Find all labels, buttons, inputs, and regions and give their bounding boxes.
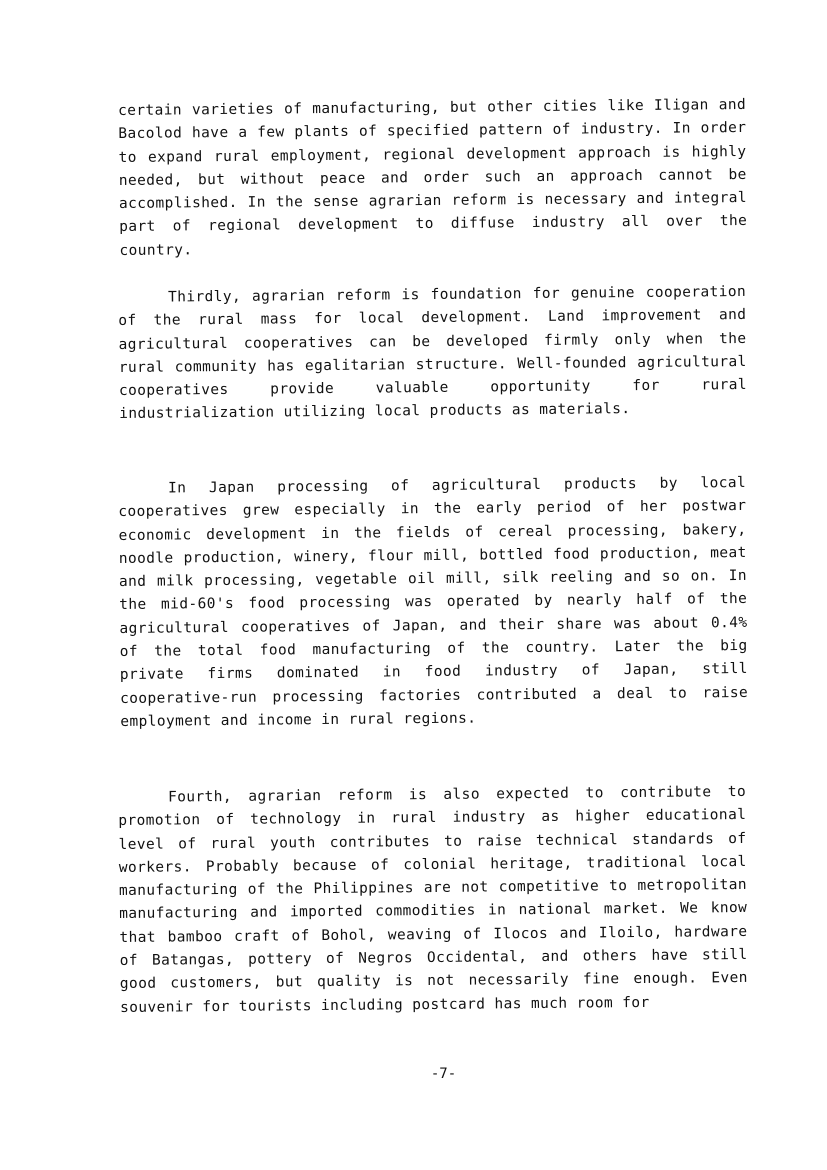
paragraph-text: In Japan processing of agricultural products by local cooperatives grew especially in the early period of her postwar economic development in the fields of cereal processing, bakery, noodle production, winery, flour mill, bottled food production, meat and milk processing, vegetable oil mill, silk reeling and so on. In the mid-60's food processing was operated by nearly half of the agricultural cooperatives of Japan, and their share was about 0.4% of the total food manufacturing of the country. Later the big private firms dominated in food industry of Japan, still cooperative-run processing factories contributed a deal to raise employment and income in rural regions.	[118, 474, 749, 730]
paragraph-thirdly	[118, 281, 747, 427]
paragraph-fourth	[118, 781, 748, 1020]
page-number: -7-	[430, 1066, 457, 1082]
paragraph-japan-processing	[118, 472, 748, 734]
paragraph-rural-employment	[118, 94, 748, 263]
paragraph-text: Thirdly, agrarian reform is foundation for genuine cooperation of the rural mass for local development. Land improvement and agricultural cooperatives can be developed firmly only when the rural community has egalitarian structure. Well-founded agricultural cooperatives provide valuable opportunity for rural industrialization utilizing local products as materials.	[118, 283, 748, 423]
paragraph-text: certain varieties of manufacturing, but other cities like Iligan and Bacolod have a few plants of specified pattern of industry. In order to expand rural employment, regional development approach is highly needed, but without peace and order such an approach cannot be accomplished. In the sense agrarian reform is necessary and integral part of regional development to diffuse industry all over the country.	[118, 96, 748, 259]
paragraph-text: Fourth, agrarian reform is also expected to contribute to promotion of technology in rural industry as higher educational level of rural youth contributes to raise technical standards of workers. Probably because of colonial heritage, traditional local manufacturing of the Philippines are not competitive to metropolitan manufacturing and imported commodities in national market. We know that bamboo craft of Bohol, weaving of Ilocos and Iloilo, hardware of Batangas, pottery of Negros Occidental, and others have still good customers, but quality is not necessarily fine enough. Even souvenir for tourists including postcard has much room for	[118, 783, 748, 1016]
